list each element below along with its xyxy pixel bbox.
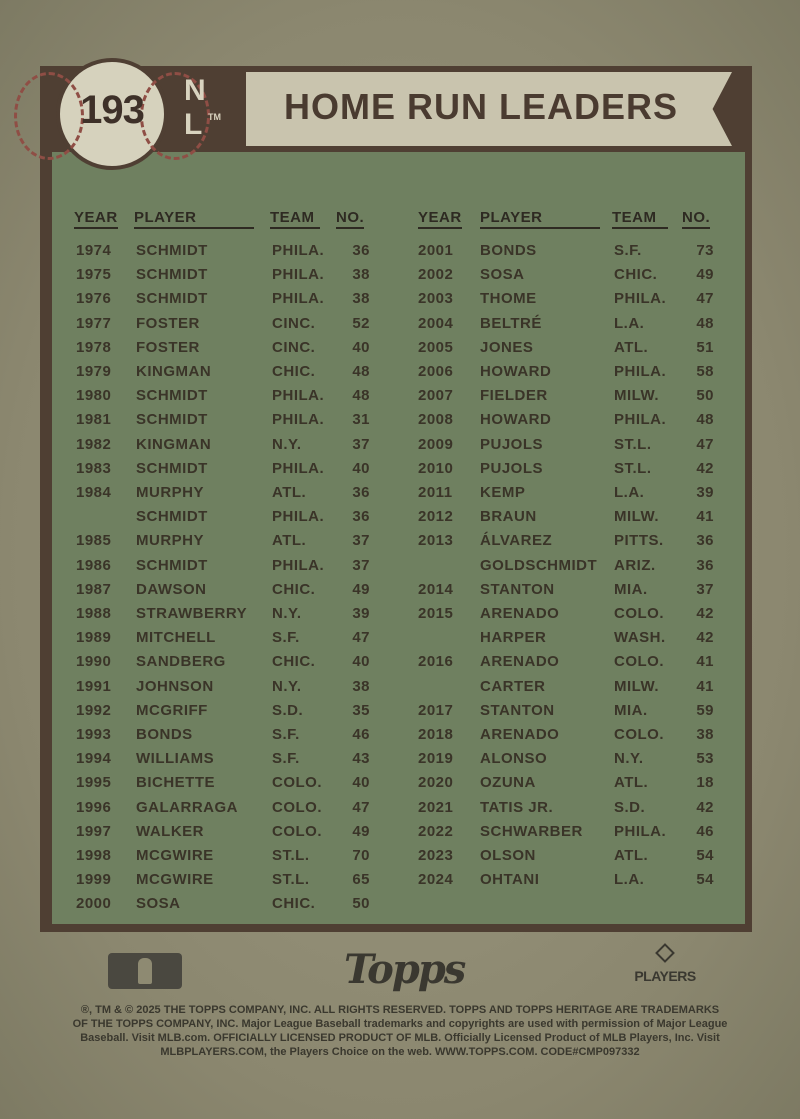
cell-team: COLO. xyxy=(272,822,322,840)
header-player-left: PLAYER xyxy=(134,209,254,229)
card-title: HOME RUN LEADERS xyxy=(283,86,679,127)
cell-year: 2000 xyxy=(76,895,112,913)
cell-no: 40 xyxy=(352,338,370,356)
league-label xyxy=(176,74,236,150)
cell-no: 36 xyxy=(352,484,370,501)
cell-no: 46 xyxy=(696,822,714,840)
table-row xyxy=(0,387,800,409)
cell-year: 2001 xyxy=(418,242,454,259)
cell-player: SCHMIDT xyxy=(136,266,208,284)
cell-player: FIELDER xyxy=(480,387,548,405)
cell-no: 41 xyxy=(696,653,714,671)
table-row xyxy=(0,411,800,433)
cell-no: 18 xyxy=(696,774,714,792)
cell-player: BELTRÉ xyxy=(480,314,542,332)
cell-team: ATL. xyxy=(614,338,649,356)
cell-player: ALONSO xyxy=(480,750,548,768)
cell-year: 2012 xyxy=(418,508,454,526)
cell-no: 40 xyxy=(352,459,370,477)
cell-player: BRAUN xyxy=(480,508,537,526)
cell-no: 42 xyxy=(696,798,714,816)
cell-year: 1998 xyxy=(76,847,112,864)
cell-player: SCHMIDT xyxy=(136,242,208,259)
cell-player: ARENADO xyxy=(480,605,560,622)
cell-player: ÁLVAREZ xyxy=(480,532,553,550)
cell-team: L.A. xyxy=(614,871,645,889)
cell-team: L.A. xyxy=(614,484,645,501)
cell-year: 2011 xyxy=(418,484,453,501)
players-logo-text: PLAYERS xyxy=(634,968,696,984)
cell-team: MIA. xyxy=(614,701,648,719)
cell-team: CINC. xyxy=(272,314,316,332)
cell-team: COLO. xyxy=(272,774,322,792)
cell-no: 36 xyxy=(352,508,370,526)
cell-no: 42 xyxy=(696,459,714,477)
cell-year: 1975 xyxy=(76,266,112,284)
cell-no: 38 xyxy=(352,266,370,284)
cell-no: 36 xyxy=(352,242,370,259)
cell-player: JOHNSON xyxy=(136,677,214,695)
league-l: L xyxy=(184,108,203,141)
topps-logo: Topps xyxy=(344,946,465,993)
cell-no: 39 xyxy=(696,484,714,501)
players-diamond-icon xyxy=(655,943,675,963)
players-logo xyxy=(630,946,700,992)
cell-team: PHILA. xyxy=(614,363,667,380)
cell-no: 50 xyxy=(696,387,714,405)
table-row xyxy=(0,581,800,603)
cell-year: 1997 xyxy=(76,822,112,840)
cell-team: PHILA. xyxy=(272,508,325,526)
cell-year: 1978 xyxy=(76,338,112,356)
cell-player: MURPHY xyxy=(136,484,205,501)
cell-no: 43 xyxy=(352,750,370,768)
cell-no: 40 xyxy=(352,774,370,792)
cell-player: MCGRIFF xyxy=(136,701,208,719)
cell-player: THOME xyxy=(480,290,537,308)
cell-team: CHIC. xyxy=(614,266,658,284)
cell-year: 1994 xyxy=(76,750,112,768)
cell-year: 2015 xyxy=(418,605,454,622)
cell-player: GALARRAGA xyxy=(136,798,238,816)
cell-no: 48 xyxy=(352,363,370,380)
cell-no: 54 xyxy=(696,847,714,864)
cell-no: 36 xyxy=(696,532,714,550)
cell-team: PHILA. xyxy=(272,290,325,308)
table-row xyxy=(0,242,800,264)
cell-no: 36 xyxy=(696,556,714,574)
cell-team: ARIZ. xyxy=(614,556,656,574)
cell-no: 37 xyxy=(352,556,370,574)
cell-year: 1987 xyxy=(76,580,112,598)
cell-team: S.F. xyxy=(272,750,300,768)
cell-no: 38 xyxy=(352,290,370,308)
table-row xyxy=(0,774,800,796)
cell-player: SCHMIDT xyxy=(136,387,208,405)
cell-team: CINC. xyxy=(272,338,316,356)
table-row xyxy=(0,315,800,337)
cell-year: 2024 xyxy=(418,871,454,889)
cell-team: COLO. xyxy=(614,653,664,671)
cell-team: CHIC. xyxy=(272,580,316,598)
cell-no: 41 xyxy=(696,508,714,526)
cell-year: 1984 xyxy=(76,484,112,501)
header-team-right: TEAM xyxy=(612,209,668,229)
cell-year: 2005 xyxy=(418,338,454,356)
cell-year: 2020 xyxy=(418,774,454,792)
cell-year: 1976 xyxy=(76,290,112,308)
cell-team: COLO. xyxy=(614,726,664,743)
cell-player: KINGMAN xyxy=(136,435,212,453)
cell-no: 59 xyxy=(696,701,714,719)
cell-team: MILW. xyxy=(614,677,659,695)
cell-player: ARENADO xyxy=(480,726,560,743)
cell-team: S.F. xyxy=(272,629,300,647)
cell-no: 65 xyxy=(352,871,370,889)
cell-year: 2013 xyxy=(418,532,454,550)
cell-no: 54 xyxy=(696,871,714,889)
cell-player: FOSTER xyxy=(136,314,200,332)
table-row xyxy=(0,436,800,458)
cell-no: 38 xyxy=(352,677,370,695)
cell-player: SOSA xyxy=(480,266,525,284)
table-row xyxy=(0,702,800,724)
cell-player: SANDBERG xyxy=(136,653,226,671)
cell-team: PHILA. xyxy=(272,411,325,429)
cell-player: OZUNA xyxy=(480,774,536,792)
cell-year: 2018 xyxy=(418,726,454,743)
cell-player: PUJOLS xyxy=(480,459,544,477)
table-row xyxy=(0,557,800,579)
cell-team: ST.L. xyxy=(272,871,310,889)
cell-player: SCHMIDT xyxy=(136,459,208,477)
cell-player: DAWSON xyxy=(136,580,207,598)
cell-year: 1992 xyxy=(76,701,112,719)
cell-team: PHILA. xyxy=(272,266,325,284)
cell-no: 47 xyxy=(696,290,714,308)
cell-player: OHTANI xyxy=(480,871,540,889)
cell-player: TATIS JR. xyxy=(480,798,554,816)
mlb-logo-icon xyxy=(108,953,182,989)
cell-player: CARTER xyxy=(480,677,546,695)
cell-year: 1996 xyxy=(76,798,112,816)
cell-player: MCGWIRE xyxy=(136,847,214,864)
header-year-left: YEAR xyxy=(74,209,118,229)
cell-no: 70 xyxy=(352,847,370,864)
header-player-right: PLAYER xyxy=(480,209,600,229)
cell-player: WILLIAMS xyxy=(136,750,215,768)
cell-no: 53 xyxy=(696,750,714,768)
table-row xyxy=(0,726,800,748)
cell-year: 2016 xyxy=(418,653,454,671)
cell-year: 2014 xyxy=(418,580,454,598)
table-row xyxy=(0,363,800,385)
cell-team: WASH. xyxy=(614,629,666,647)
cell-player: HOWARD xyxy=(480,411,552,429)
cell-year: 2023 xyxy=(418,847,454,864)
table-row xyxy=(0,799,800,821)
cell-year: 2009 xyxy=(418,435,454,453)
cell-team: PHILA. xyxy=(272,242,325,259)
cell-team: MIA. xyxy=(614,580,648,598)
cell-team: PHILA. xyxy=(614,411,667,429)
cell-no: 52 xyxy=(352,314,370,332)
cell-year: 1991 xyxy=(76,677,112,695)
header-no-left: NO. xyxy=(336,209,364,229)
table-row xyxy=(0,266,800,288)
table-row xyxy=(0,339,800,361)
cell-year: 1990 xyxy=(76,653,112,671)
cell-player: SCHMIDT xyxy=(136,508,208,526)
cell-no: 47 xyxy=(352,798,370,816)
cell-no: 37 xyxy=(352,435,370,453)
cell-team: ATL. xyxy=(272,484,307,501)
cell-no: 37 xyxy=(352,532,370,550)
cell-no: 42 xyxy=(696,605,714,622)
cell-player: MITCHELL xyxy=(136,629,216,647)
cell-year: 2019 xyxy=(418,750,454,768)
cell-team: PHILA. xyxy=(272,387,325,405)
cell-player: GOLDSCHMIDT xyxy=(480,556,598,574)
cell-player: HOWARD xyxy=(480,363,552,380)
table-row xyxy=(0,750,800,772)
cell-year: 1982 xyxy=(76,435,112,453)
legal-text: ®, TM & © 2025 THE TOPPS COMPANY, INC. ALL RIGHTS RESERVED. TOPPS AND TOPPS HERITAGE ARE TRADEMARKS OF THE TOPPS COMPANY, INC. Major League Baseball trademarks and copyrights are used with permission of Major League Baseball. Visit MLB.com. OFFICIALLY LICENSED PRODUCT OF MLB. Officially Licensed Product of MLB Players, Inc. Visit MLBPLAYERS.COM, the Players Choice on the web. WWW.TOPPS.COM. CODE#CMP097332 xyxy=(72,1004,728,1058)
table-row xyxy=(0,484,800,506)
cell-team: CHIC. xyxy=(272,363,316,380)
cell-year: 2017 xyxy=(418,701,454,719)
cell-year: 2006 xyxy=(418,363,454,380)
cell-team: PHILA. xyxy=(272,556,325,574)
cell-player: SOSA xyxy=(136,895,181,913)
cell-year: 2008 xyxy=(418,411,454,429)
cell-team: ST.L. xyxy=(272,847,310,864)
cell-team: S.D. xyxy=(614,798,646,816)
cell-team: S.F. xyxy=(272,726,300,743)
cell-no: 49 xyxy=(696,266,714,284)
cell-player: STANTON xyxy=(480,701,555,719)
cell-year: 1995 xyxy=(76,774,112,792)
cell-player: KINGMAN xyxy=(136,363,212,380)
cell-no: 40 xyxy=(352,653,370,671)
table-row xyxy=(0,605,800,627)
cell-no: 48 xyxy=(696,314,714,332)
cell-year: 1986 xyxy=(76,556,112,574)
cell-player: PUJOLS xyxy=(480,435,544,453)
cell-no: 50 xyxy=(352,895,370,913)
league-trademark: TM xyxy=(208,112,221,122)
cell-player: SCHMIDT xyxy=(136,556,208,574)
cell-no: 37 xyxy=(696,580,714,598)
cell-year: 2002 xyxy=(418,266,454,284)
cell-no: 31 xyxy=(352,411,370,429)
cell-no: 41 xyxy=(696,677,714,695)
cell-team: N.Y. xyxy=(272,677,302,695)
cell-team: PITTS. xyxy=(614,532,664,550)
cell-team: N.Y. xyxy=(272,605,302,622)
table-row xyxy=(0,629,800,651)
league-n: N xyxy=(184,74,206,107)
cell-player: SCHMIDT xyxy=(136,411,208,429)
cell-year: 1999 xyxy=(76,871,112,889)
cell-player: FOSTER xyxy=(136,338,200,356)
cell-no: 49 xyxy=(352,822,370,840)
cell-no: 58 xyxy=(696,363,714,380)
cell-year: 1977 xyxy=(76,314,112,332)
header-no-right: NO. xyxy=(682,209,710,229)
cell-player: BICHETTE xyxy=(136,774,215,792)
cell-player: STRAWBERRY xyxy=(136,605,248,622)
cell-no: 51 xyxy=(696,338,714,356)
table-row xyxy=(0,823,800,845)
card-number: 193 xyxy=(80,88,144,132)
cell-no: 38 xyxy=(696,726,714,743)
cell-player: SCHMIDT xyxy=(136,290,208,308)
cell-player: HARPER xyxy=(480,629,547,647)
cell-player: JONES xyxy=(480,338,534,356)
cell-year: 2022 xyxy=(418,822,454,840)
cell-player: SCHWARBER xyxy=(480,822,583,840)
cell-team: S.F. xyxy=(614,242,642,259)
cell-year: 1981 xyxy=(76,411,112,429)
cell-no: 73 xyxy=(696,242,714,259)
cell-player: BONDS xyxy=(136,726,193,743)
cell-no: 48 xyxy=(352,387,370,405)
table-row xyxy=(0,532,800,554)
cell-year: 1985 xyxy=(76,532,112,550)
cell-team: CHIC. xyxy=(272,895,316,913)
table-row xyxy=(0,871,800,893)
cell-year: 2007 xyxy=(418,387,454,405)
cell-team: PHILA. xyxy=(614,822,667,840)
cell-year: 1979 xyxy=(76,363,112,380)
cell-year: 2004 xyxy=(418,314,454,332)
cell-team: ATL. xyxy=(272,532,307,550)
table-row xyxy=(0,895,800,917)
cell-year: 2021 xyxy=(418,798,454,816)
table-row xyxy=(0,460,800,482)
cell-year: 2003 xyxy=(418,290,454,308)
cell-year: 1988 xyxy=(76,605,112,622)
cell-team: CHIC. xyxy=(272,653,316,671)
cell-team: N.Y. xyxy=(272,435,302,453)
cell-team: MILW. xyxy=(614,387,659,405)
cell-no: 42 xyxy=(696,629,714,647)
cell-player: MCGWIRE xyxy=(136,871,214,889)
cell-player: KEMP xyxy=(480,484,526,501)
cell-team: MILW. xyxy=(614,508,659,526)
cell-player: MURPHY xyxy=(136,532,205,550)
cell-team: ATL. xyxy=(614,847,649,864)
cell-player: ARENADO xyxy=(480,653,560,671)
header-team-left: TEAM xyxy=(270,209,320,229)
cell-player: WALKER xyxy=(136,822,204,840)
table-row xyxy=(0,290,800,312)
cell-no: 47 xyxy=(696,435,714,453)
cell-team: ATL. xyxy=(614,774,649,792)
cell-team: S.D. xyxy=(272,701,304,719)
cell-team: N.Y. xyxy=(614,750,644,768)
table-row xyxy=(0,508,800,530)
table-row xyxy=(0,678,800,700)
cell-team: ST.L. xyxy=(614,435,652,453)
cell-player: STANTON xyxy=(480,580,555,598)
cell-team: COLO. xyxy=(272,798,322,816)
cell-team: PHILA. xyxy=(614,290,667,308)
table-row xyxy=(0,847,800,869)
cell-no: 39 xyxy=(352,605,370,622)
cell-no: 46 xyxy=(352,726,370,743)
table-row xyxy=(0,653,800,675)
cell-team: L.A. xyxy=(614,314,645,332)
cell-year: 1993 xyxy=(76,726,112,743)
cell-team: ST.L. xyxy=(614,459,652,477)
cell-no: 49 xyxy=(352,580,370,598)
cell-team: COLO. xyxy=(614,605,664,622)
cell-year: 1980 xyxy=(76,387,112,405)
cell-player: BONDS xyxy=(480,242,537,259)
cell-player: OLSON xyxy=(480,847,536,864)
cell-year: 1983 xyxy=(76,459,112,477)
cell-no: 48 xyxy=(696,411,714,429)
cell-year: 1989 xyxy=(76,629,112,647)
cell-year: 1974 xyxy=(76,242,112,259)
cell-team: PHILA. xyxy=(272,459,325,477)
cell-no: 47 xyxy=(352,629,370,647)
cell-no: 35 xyxy=(352,701,370,719)
cell-year: 2010 xyxy=(418,459,454,477)
header-year-right: YEAR xyxy=(418,209,462,229)
